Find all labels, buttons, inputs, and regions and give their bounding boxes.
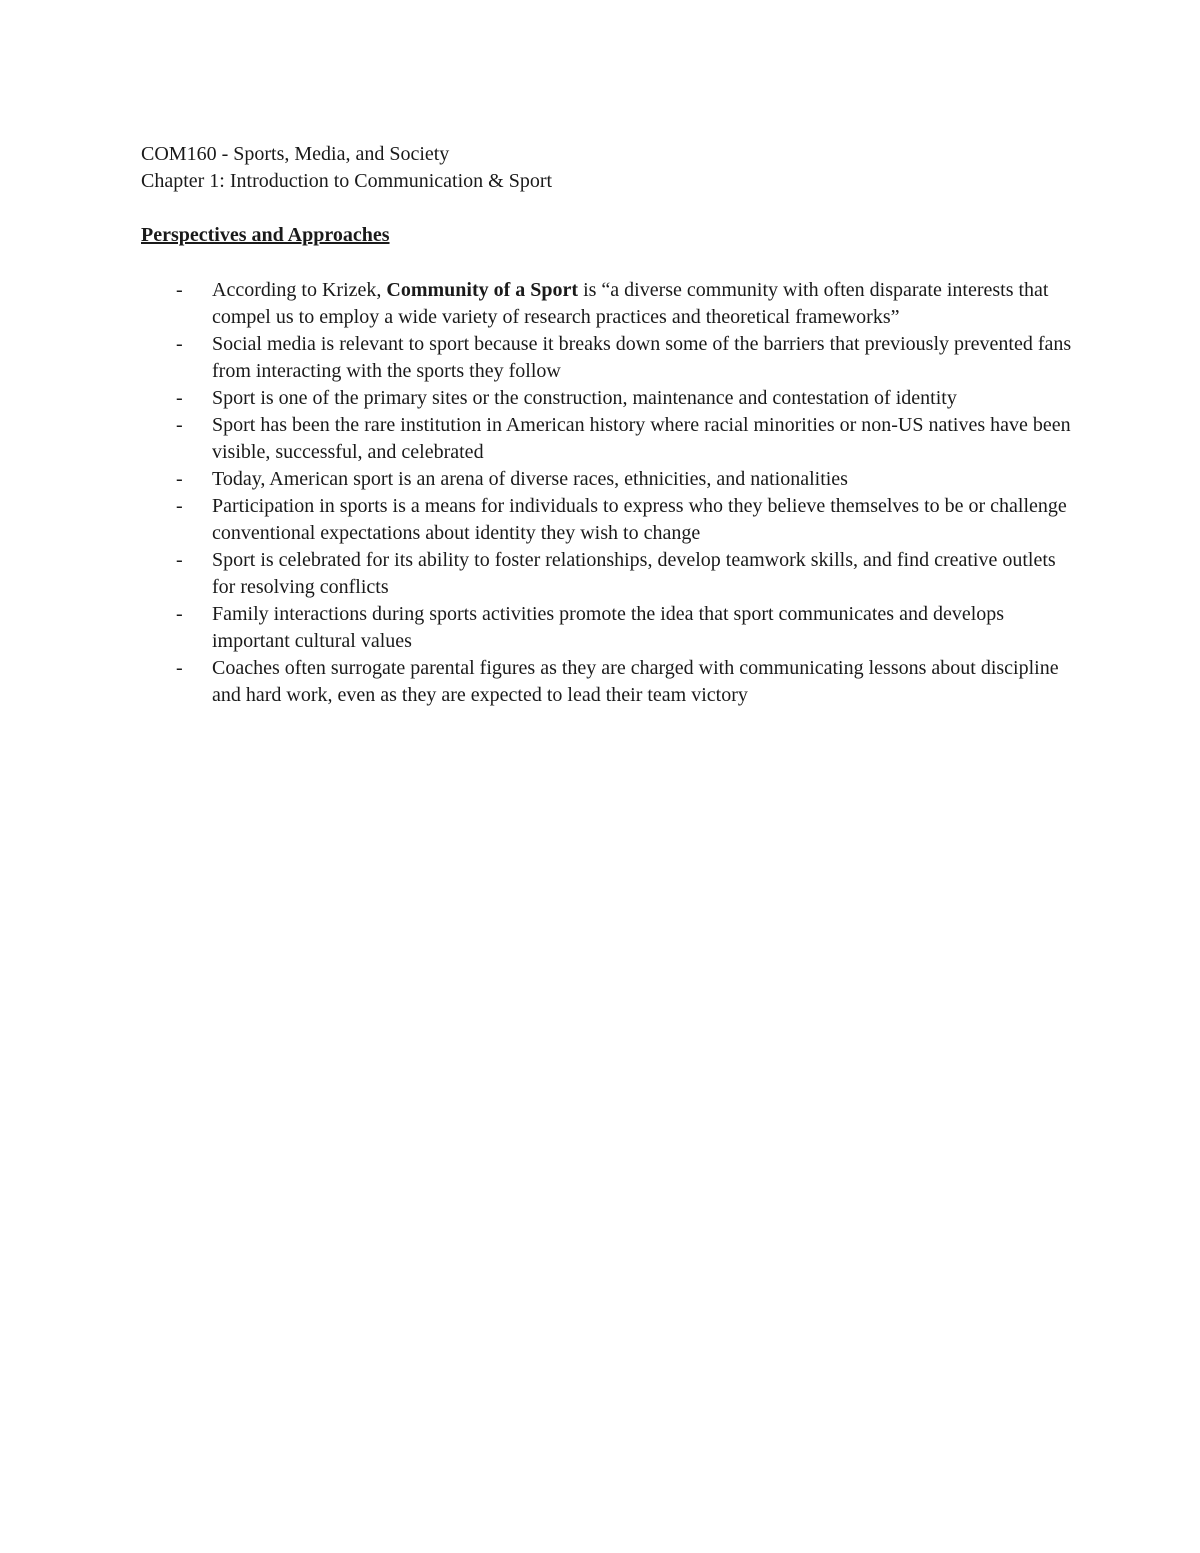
bullet-text: Family interactions during sports activities promote the idea that sport communicates and develops important cultural values <box>212 603 1005 652</box>
bullet-text: Sport has been the rare institution in American history where racial minorities or non-US natives have been visible, successful, and celebrated <box>212 414 1071 463</box>
course-title: COM160 - Sports, Media, and Society <box>141 143 450 165</box>
bullet-text: Coaches often surrogate parental figures as they are charged with communicating lessons about discipline and hard work, even as they are expected to lead their team victory <box>212 657 1059 706</box>
bullet-marker: - <box>176 279 183 301</box>
list-item <box>141 331 1081 385</box>
list-item <box>141 277 1081 331</box>
bullet-marker: - <box>176 495 183 517</box>
bullet-marker: - <box>176 603 183 625</box>
list-item <box>141 547 1081 601</box>
chapter-title: Chapter 1: Introduction to Communication & Sport <box>141 170 553 192</box>
bullet-text: Sport is celebrated for its ability to foster relationships, develop teamwork skills, and find creative outlets for resolving conflicts <box>212 549 1056 598</box>
bullet-list <box>141 277 1081 709</box>
list-item <box>141 601 1081 655</box>
section-heading: Perspectives and Approaches <box>141 224 390 246</box>
bullet-marker: - <box>176 387 183 409</box>
bullet-text: Social media is relevant to sport because it breaks down some of the barriers that previously prevented fans from interacting with the sports they follow <box>212 333 1072 382</box>
bullet-marker: - <box>176 657 183 679</box>
bullet-text: Today, American sport is an arena of diverse races, ethnicities, and nationalities <box>212 468 848 490</box>
list-item <box>141 412 1081 466</box>
bullet-text: Participation in sports is a means for individuals to express who they believe themselves to be or challenge conventional expectations about identity they wish to change <box>212 495 1067 544</box>
bullet-marker: - <box>176 549 183 571</box>
list-item <box>141 466 1081 493</box>
bullet-text-bold-term: Community of a Sport <box>386 279 579 301</box>
bullet-marker: - <box>176 333 183 355</box>
list-item <box>141 385 1081 412</box>
bullet-marker: - <box>176 468 183 490</box>
document-content <box>141 141 1081 709</box>
bullet-text: Sport is one of the primary sites or the construction, maintenance and contestation of identity <box>212 387 957 409</box>
bullet-marker: - <box>176 414 183 436</box>
list-item <box>141 493 1081 547</box>
list-item <box>141 655 1081 709</box>
bullet-text-pre: According to Krizek, <box>212 279 387 301</box>
bullet-text-post: is “a diverse community with often disparate interests that compel us to employ a wide variety of research practices and theoretical frameworks” <box>212 279 1049 328</box>
